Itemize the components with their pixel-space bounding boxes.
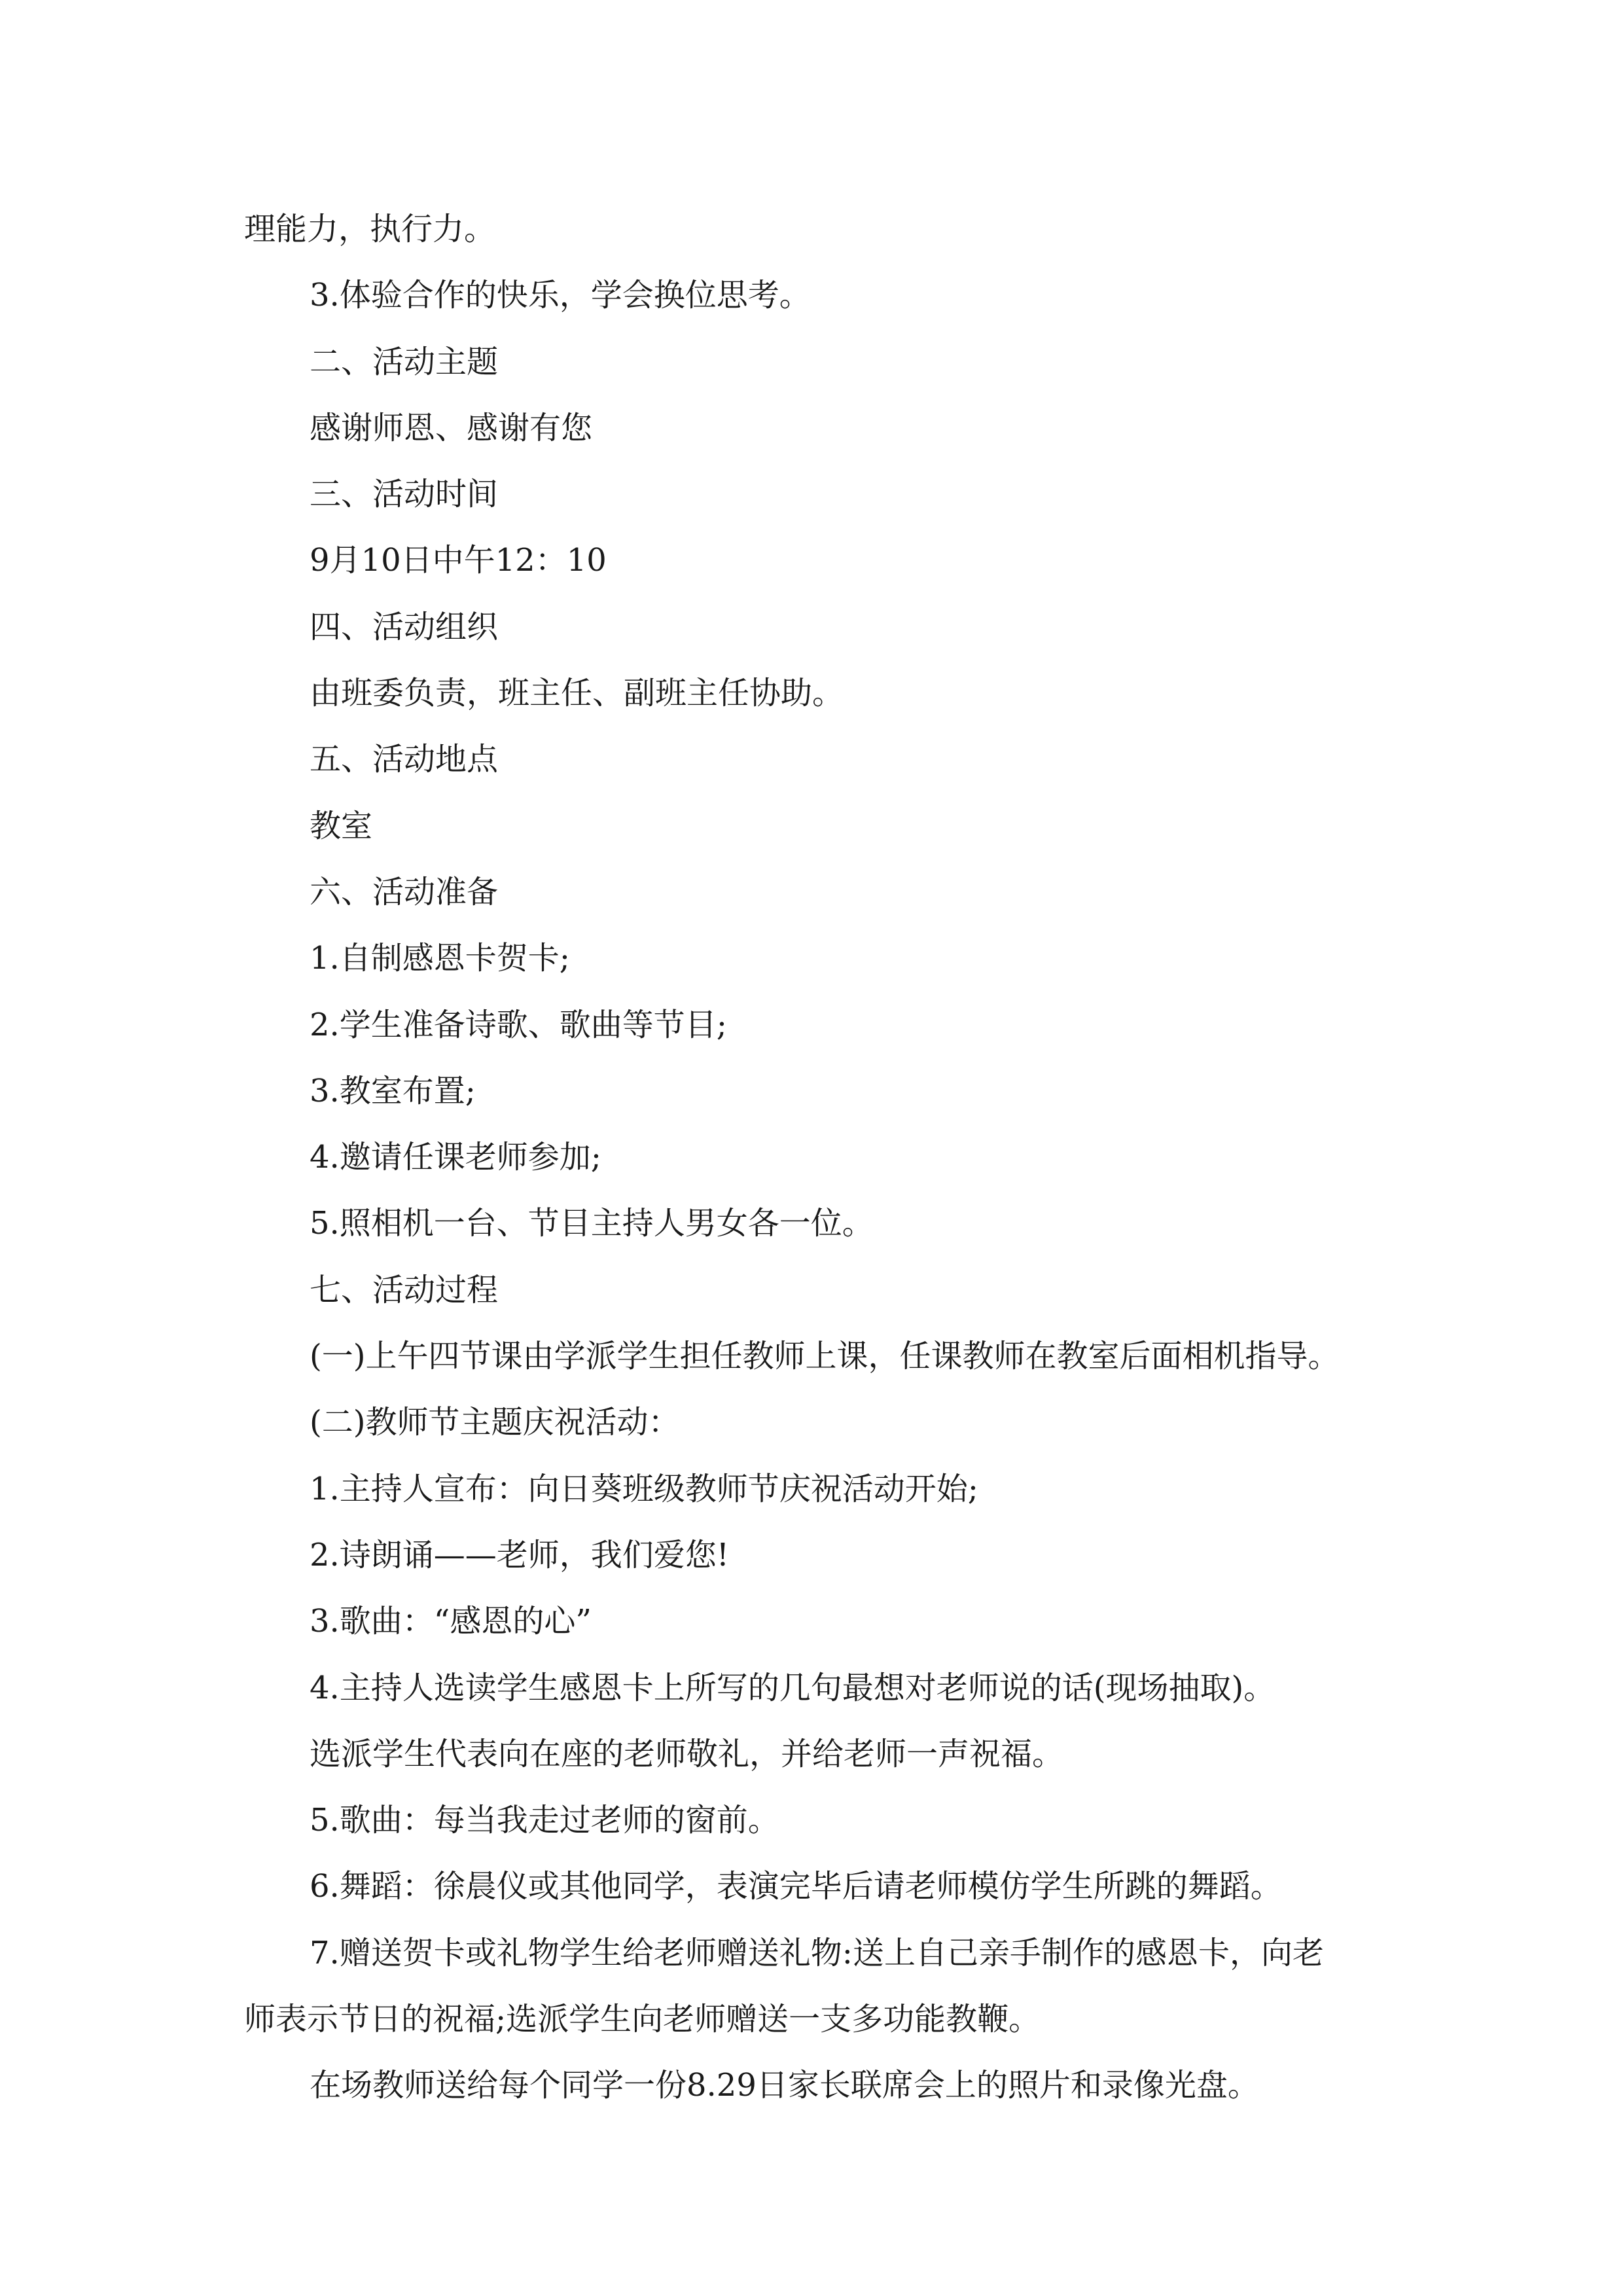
section-heading: 七、活动过程: [310, 1271, 499, 1308]
section-heading: 二、活动主题: [310, 343, 499, 380]
list-item: 7.赠送贺卡或礼物学生给老师赠送礼物:送上自己亲手制作的感恩卡，向老: [310, 1934, 1324, 1971]
paragraph-line: 3.体验合作的快乐，学会换位思考。: [310, 277, 811, 314]
list-item: 1.自制感恩卡贺卡;: [310, 940, 570, 977]
paragraph-line: 在场教师送给每个同学一份8.29日家长联席会上的照片和录像光盘。: [310, 2067, 1259, 2104]
paragraph-line: 9月10日中午12：10: [310, 542, 607, 579]
list-item: 1.主持人宣布：向日葵班级教师节庆祝活动开始;: [310, 1470, 978, 1507]
paragraph-line: 教室: [310, 807, 373, 844]
list-item: 2.诗朗诵——老师，我们爱您!: [310, 1536, 730, 1573]
paragraph-line: 由班委负责，班主任、副班主任协助。: [310, 675, 844, 712]
list-item: 5.歌曲：每当我走过老师的窗前。: [310, 1802, 779, 1839]
list-item: 3.教室布置;: [310, 1072, 476, 1109]
list-item: 5.照相机一台、节目主持人男女各一位。: [310, 1205, 874, 1242]
list-item: 6.舞蹈：徐晨仪或其他同学，表演完毕后请老师模仿学生所跳的舞蹈。: [310, 1868, 1282, 1905]
list-item: 4.邀请任课老师参加;: [310, 1139, 601, 1176]
list-item: 3.歌曲：“感恩的心”: [310, 1603, 592, 1640]
section-heading: 四、活动组织: [310, 608, 499, 645]
paragraph-line: (二)教师节主题庆祝活动：: [310, 1404, 680, 1441]
paragraph-line: 师表示节日的祝福;选派学生向老师赠送一支多功能教鞭。: [244, 2001, 1041, 2038]
list-item: 2.学生准备诗歌、歌曲等节目;: [310, 1006, 727, 1043]
paragraph-line: 感谢师恩、感谢有您: [310, 409, 593, 446]
document-body: [244, 196, 1383, 2119]
list-item: 4.主持人选读学生感恩卡上所写的几句最想对老师说的话(现场抽取)。: [310, 1669, 1275, 1706]
section-heading: 五、活动地点: [310, 741, 499, 778]
paragraph-line: (一)上午四节课由学派学生担任教师上课，任课教师在教室后面相机指导。: [310, 1338, 1340, 1375]
paragraph-line: 选派学生代表向在座的老师敬礼，并给老师一声祝福。: [310, 1735, 1064, 1772]
section-heading: 三、活动时间: [310, 476, 499, 513]
section-heading: 六、活动准备: [310, 873, 499, 910]
paragraph-line: 理能力，执行力。: [244, 211, 496, 247]
